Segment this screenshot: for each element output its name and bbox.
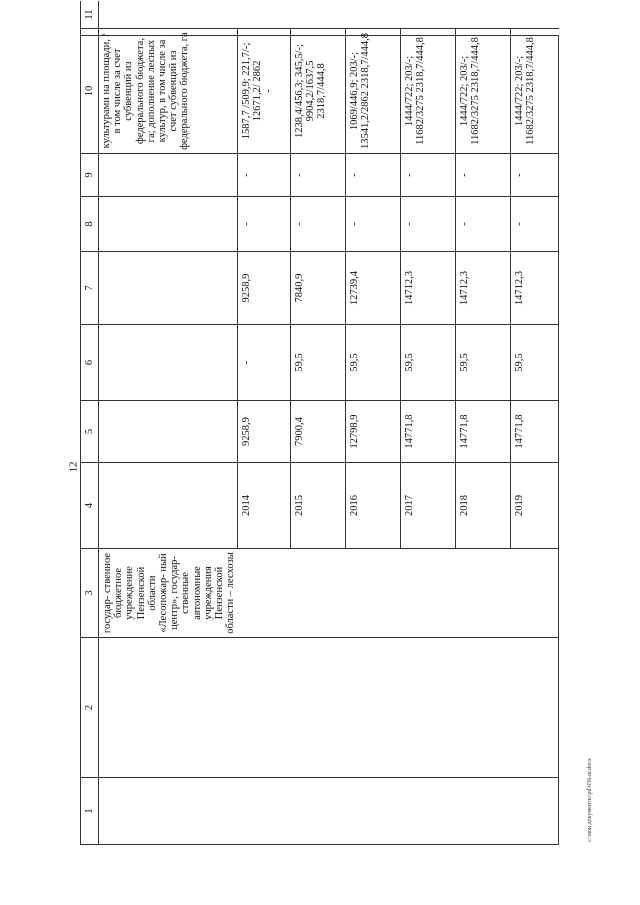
header-cell-6: 6 [80, 325, 98, 401]
row-2016-col7: 12739,4 [345, 252, 400, 325]
intro-cell-5 [98, 401, 237, 463]
row-2017-col7: 14712,3 [400, 252, 455, 325]
footer-file-path: с:\мои документы\pd\656-ш.docx [587, 758, 593, 842]
header-cell-8: 8 [80, 197, 98, 252]
row-2014-col5: 9258,9 [237, 401, 290, 463]
row-2019-col6: 59,5 [510, 325, 559, 401]
row-2014-col10-extra: - [263, 89, 275, 93]
institution-name-cell: государ- ственное бюджетное учреждение Пензенской области «Лесопожар- ный центр», государ- ственные автономные учреждения Пензенской области – лесхозы [98, 549, 559, 638]
row-2014-col6: - [237, 325, 290, 401]
row-2019-col9: - [510, 154, 559, 197]
page-number: 12 [67, 461, 79, 473]
rotated-table-container [80, 9, 559, 845]
row-2017-col6: 59,5 [400, 325, 455, 401]
row-2017-col8: - [400, 197, 455, 252]
row-2018-col10: 1444/722; 203/-; 11682/3275 2318,7/444,8 [455, 29, 510, 154]
row-2019-col7: 14712,3 [510, 252, 559, 325]
row-2014-col8: - [237, 197, 290, 252]
rotated-table [80, 9, 559, 845]
row-2018-col8: - [455, 197, 510, 252]
col2-merged-cell [98, 638, 559, 778]
row-2016-col5: 12798,9 [345, 401, 400, 463]
row-2014-year: 2014 [237, 463, 290, 549]
intro-cell-8 [98, 197, 237, 252]
row-2018-col6: 59,5 [455, 325, 510, 401]
header-cell-5: 5 [80, 401, 98, 463]
row-2015-col6: 59,5 [290, 325, 345, 401]
col11-merged-cell [98, 1, 559, 29]
row-2016-col9: - [345, 154, 400, 197]
row-2014-col10 [237, 29, 290, 154]
row-2015-year: 2015 [290, 463, 345, 549]
header-cell-7: 7 [80, 252, 98, 325]
row-2016-col6: 59,5 [345, 325, 400, 401]
intro-cell-4 [98, 463, 237, 549]
row-2018-col7: 14712,3 [455, 252, 510, 325]
row-2016-col10: 1069/446,9; 203/-; 13541,2/2862 2318,7/444,8 [345, 29, 400, 154]
row-2019-col5: 14771,8 [510, 401, 559, 463]
row-2018-col9: - [455, 154, 510, 197]
intro-cell-7 [98, 252, 237, 325]
header-cell-10: 10 [80, 29, 98, 154]
col1-merged-cell [98, 778, 559, 845]
header-cell-1: 1 [80, 778, 98, 845]
row-2019-col10: 1444/722; 203/-; 11682/3275 2318,7/444,8 [510, 29, 559, 154]
row-2015-col7: 7840,9 [290, 252, 345, 325]
intro-cell-9 [98, 154, 237, 197]
row-2015-col10: 1238,4/456,3; 345,5/-; 9904,2/1637,5 2318,7/444,8 [290, 29, 345, 154]
row-2019-year: 2019 [510, 463, 559, 549]
row-2016-col8: - [345, 197, 400, 252]
row-2018-year: 2018 [455, 463, 510, 549]
row-2017-col10: 1444/722; 203/-; 11682/3275 2318,7/444,8 [400, 29, 455, 154]
row-2014-col7: 9258,9 [237, 252, 290, 325]
row-2017-year: 2017 [400, 463, 455, 549]
header-cell-3: 3 [80, 549, 98, 638]
header-cell-4: 4 [80, 463, 98, 549]
header-cell-11: 11 [80, 1, 98, 29]
row-2014-col9: - [237, 154, 290, 197]
col10-intro-cell: культурами на площади, / в том числе за счет субвенций из федерального бюджета, га; дополнение лесных культур, в том числе за счет субвенций из федерального бюджета, га [98, 29, 237, 154]
row-2014-col10-text: 1587,7 /509,9; 221,7/-; 12671,2/ 2862 [241, 42, 264, 140]
row-2015-col8: - [290, 197, 345, 252]
row-2018-col5: 14771,8 [455, 401, 510, 463]
header-cell-9: 9 [80, 154, 98, 197]
data-table [80, 9, 559, 845]
header-cell-2: 2 [80, 638, 98, 778]
row-2017-col5: 14771,8 [400, 401, 455, 463]
intro-cell-6 [98, 325, 237, 401]
row-2019-col8: - [510, 197, 559, 252]
row-2016-year: 2016 [345, 463, 400, 549]
row-2017-col9: - [400, 154, 455, 197]
row-2015-col5: 7900,4 [290, 401, 345, 463]
row-2015-col9: - [290, 154, 345, 197]
